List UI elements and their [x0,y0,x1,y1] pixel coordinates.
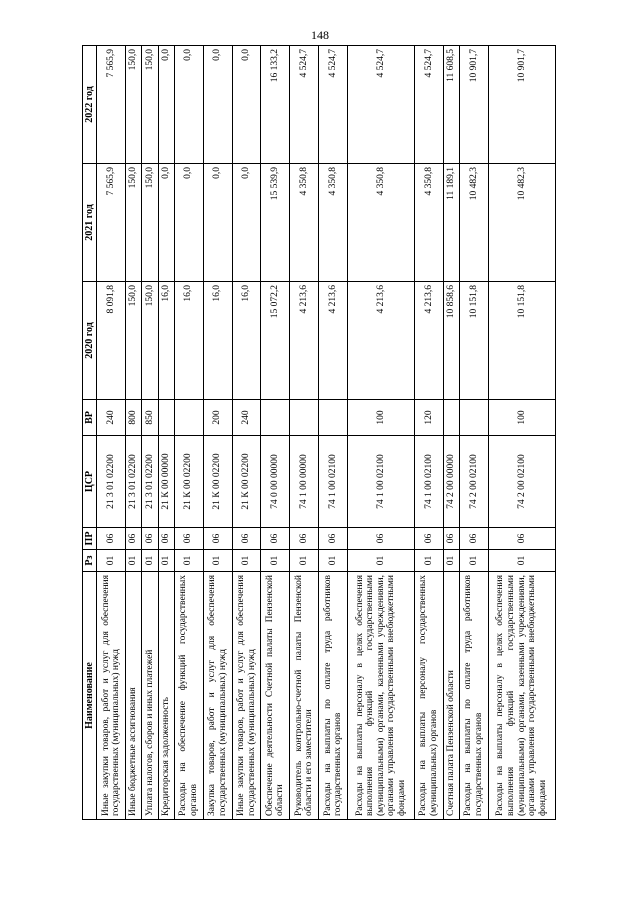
row-2021-cell: 150,0 [126,164,142,282]
row-2020-cell: 16,0 [174,282,203,400]
row-name-cell: Обеспечение деятельности Счетной палаты Пензенской области [261,572,290,820]
row-2022-cell: 0,0 [174,46,203,164]
row-2020-cell: 10 151,8 [489,282,556,400]
row-rz-cell: 01 [415,550,444,572]
row-name-cell: Расходы на выплаты персоналу в целях обеспечения выполнения функций государственными (муниципальными) органами, казенными учреждениями, органами управления государственными внебюджетными фондами [489,572,556,820]
table-body [97,46,556,820]
table-row [126,46,142,820]
row-2022-cell: 150,0 [126,46,142,164]
row-vr-cell: 120 [415,400,444,436]
row-2021-cell: 10 482,3 [460,164,489,282]
row-2022-cell: 0,0 [203,46,232,164]
row-rz-cell: 01 [290,550,319,572]
row-name-cell: Расходы на выплаты по оплате труда работников государственных органов [460,572,489,820]
header-pr: ПР [83,528,97,550]
row-2022-cell: 16 133,2 [261,46,290,164]
row-2021-cell: 4 350,8 [415,164,444,282]
row-csr-cell: 74 1 00 02100 [415,436,444,528]
row-2020-cell: 4 213,6 [290,282,319,400]
row-pr-cell: 06 [174,528,203,550]
row-csr-cell: 74 2 00 02100 [489,436,556,528]
row-csr-cell: 74 1 00 02100 [348,436,415,528]
row-rz-cell: 01 [174,550,203,572]
row-csr-cell: 21 К 00 00000 [158,436,174,528]
row-pr-cell: 06 [319,528,348,550]
table-row [443,46,459,820]
row-pr-cell: 06 [415,528,444,550]
row-2021-cell: 0,0 [174,164,203,282]
row-name-cell: Расходы на выплаты персоналу в целях обеспечения выполнения функций государственными (муниципальными) органами, казенными учреждениями, органами управления государственными внебюджетными фондами [348,572,415,820]
header-2022: 2022 год [83,46,97,164]
row-csr-cell: 74 2 00 02100 [460,436,489,528]
row-vr-cell [460,400,489,436]
row-2020-cell: 4 213,6 [319,282,348,400]
row-rz-cell: 01 [460,550,489,572]
row-2022-cell: 0,0 [158,46,174,164]
row-2021-cell: 150,0 [142,164,158,282]
row-name-cell: Счетная палата Пензенской области [443,572,459,820]
header-name: Наименование [83,572,97,820]
table-row [415,46,444,820]
row-rz-cell: 01 [142,550,158,572]
table-header-row [83,46,97,820]
table-row [97,46,126,820]
row-vr-cell: 100 [489,400,556,436]
row-2020-cell: 16,0 [203,282,232,400]
row-rz-cell: 01 [443,550,459,572]
row-2020-cell: 4 213,6 [348,282,415,400]
row-2021-cell: 7 565,9 [97,164,126,282]
row-2022-cell: 10 901,7 [489,46,556,164]
header-rz: Рз [83,550,97,572]
row-name-cell: Кредиторская задолженность [158,572,174,820]
row-vr-cell: 200 [203,400,232,436]
row-2021-cell: 11 189,1 [443,164,459,282]
row-2020-cell: 10 151,8 [460,282,489,400]
row-vr-cell: 240 [232,400,261,436]
row-rz-cell: 01 [203,550,232,572]
row-pr-cell: 06 [348,528,415,550]
row-vr-cell: 240 [97,400,126,436]
row-csr-cell: 21 3 01 02200 [126,436,142,528]
row-csr-cell: 21 3 01 02200 [97,436,126,528]
row-vr-cell [174,400,203,436]
table-row [460,46,489,820]
row-2022-cell: 4 524,7 [415,46,444,164]
row-pr-cell: 06 [203,528,232,550]
row-2020-cell: 8 091,8 [97,282,126,400]
row-vr-cell: 800 [126,400,142,436]
table-row [261,46,290,820]
header-csr: ЦСР [83,436,97,528]
row-2020-cell: 15 072,2 [261,282,290,400]
row-2021-cell: 10 482,3 [489,164,556,282]
row-name-cell: Руководитель контрольно-счетной палаты Пензенской области и его заместители [290,572,319,820]
row-2022-cell: 4 524,7 [348,46,415,164]
row-rz-cell: 01 [97,550,126,572]
table-row [319,46,348,820]
row-2020-cell: 4 213,6 [415,282,444,400]
row-2021-cell: 0,0 [232,164,261,282]
row-pr-cell: 06 [261,528,290,550]
row-csr-cell: 21 К 00 02200 [232,436,261,528]
row-2022-cell: 10 901,7 [460,46,489,164]
table-row [174,46,203,820]
row-2021-cell: 0,0 [158,164,174,282]
row-2020-cell: 150,0 [142,282,158,400]
row-pr-cell: 06 [126,528,142,550]
row-pr-cell: 06 [158,528,174,550]
row-pr-cell: 06 [97,528,126,550]
table-row [489,46,556,820]
row-name-cell: Расходы на обеспечение функций государственных органов [174,572,203,820]
row-name-cell: Уплата налогов, сборов и иных платежей [142,572,158,820]
table-row [142,46,158,820]
table-row [290,46,319,820]
table-row [158,46,174,820]
row-rz-cell: 01 [158,550,174,572]
row-csr-cell: 74 1 00 02100 [319,436,348,528]
row-2021-cell: 4 350,8 [319,164,348,282]
row-csr-cell: 74 0 00 00000 [261,436,290,528]
row-name-cell: Расходы на выплаты по оплате труда работников государственных органов [319,572,348,820]
header-vr: ВР [83,400,97,436]
row-pr-cell: 06 [290,528,319,550]
row-rz-cell: 01 [261,550,290,572]
header-2020: 2020 год [83,282,97,400]
row-name-cell: Иные закупки товаров, работ и услуг для обеспечения государственных (муниципальных) нужд [232,572,261,820]
row-2022-cell: 7 565,9 [97,46,126,164]
row-2022-cell: 150,0 [142,46,158,164]
row-2022-cell: 4 524,7 [319,46,348,164]
row-name-cell: Иные бюджетные ассигнования [126,572,142,820]
row-vr-cell [443,400,459,436]
row-csr-cell: 21 3 01 02200 [142,436,158,528]
row-name-cell: Закупка товаров, работ и услуг для обеспечения государственных (муниципальных) нужд [203,572,232,820]
row-pr-cell: 06 [142,528,158,550]
row-2022-cell: 4 524,7 [290,46,319,164]
rotated-table-container [82,46,556,820]
row-2021-cell: 15 539,9 [261,164,290,282]
row-rz-cell: 01 [232,550,261,572]
row-rz-cell: 01 [489,550,556,572]
row-name-cell: Расходы на выплаты персоналу государственных (муниципальных) органов [415,572,444,820]
row-rz-cell: 01 [348,550,415,572]
row-pr-cell: 06 [489,528,556,550]
row-rz-cell: 01 [126,550,142,572]
header-2021: 2021 год [83,164,97,282]
row-vr-cell [158,400,174,436]
row-vr-cell: 100 [348,400,415,436]
row-vr-cell: 850 [142,400,158,436]
row-pr-cell: 06 [232,528,261,550]
row-name-cell: Иные закупки товаров, работ и услуг для обеспечения государственных (муниципальных) нужд [97,572,126,820]
row-vr-cell [290,400,319,436]
row-2020-cell: 16,0 [158,282,174,400]
budget-table [82,45,556,820]
row-csr-cell: 74 2 00 00000 [443,436,459,528]
table-row [232,46,261,820]
row-pr-cell: 06 [443,528,459,550]
row-2021-cell: 0,0 [203,164,232,282]
row-pr-cell: 06 [460,528,489,550]
row-vr-cell [261,400,290,436]
row-2020-cell: 16,0 [232,282,261,400]
table-row [203,46,232,820]
row-csr-cell: 21 К 00 02200 [203,436,232,528]
row-2020-cell: 10 858,6 [443,282,459,400]
row-2022-cell: 11 608,5 [443,46,459,164]
table-row [348,46,415,820]
row-2021-cell: 4 350,8 [348,164,415,282]
row-csr-cell: 21 К 00 02200 [174,436,203,528]
row-2022-cell: 0,0 [232,46,261,164]
page-number: 148 [311,28,329,42]
row-vr-cell [319,400,348,436]
row-2021-cell: 4 350,8 [290,164,319,282]
row-csr-cell: 74 1 00 00000 [290,436,319,528]
row-2020-cell: 150,0 [126,282,142,400]
row-rz-cell: 01 [319,550,348,572]
